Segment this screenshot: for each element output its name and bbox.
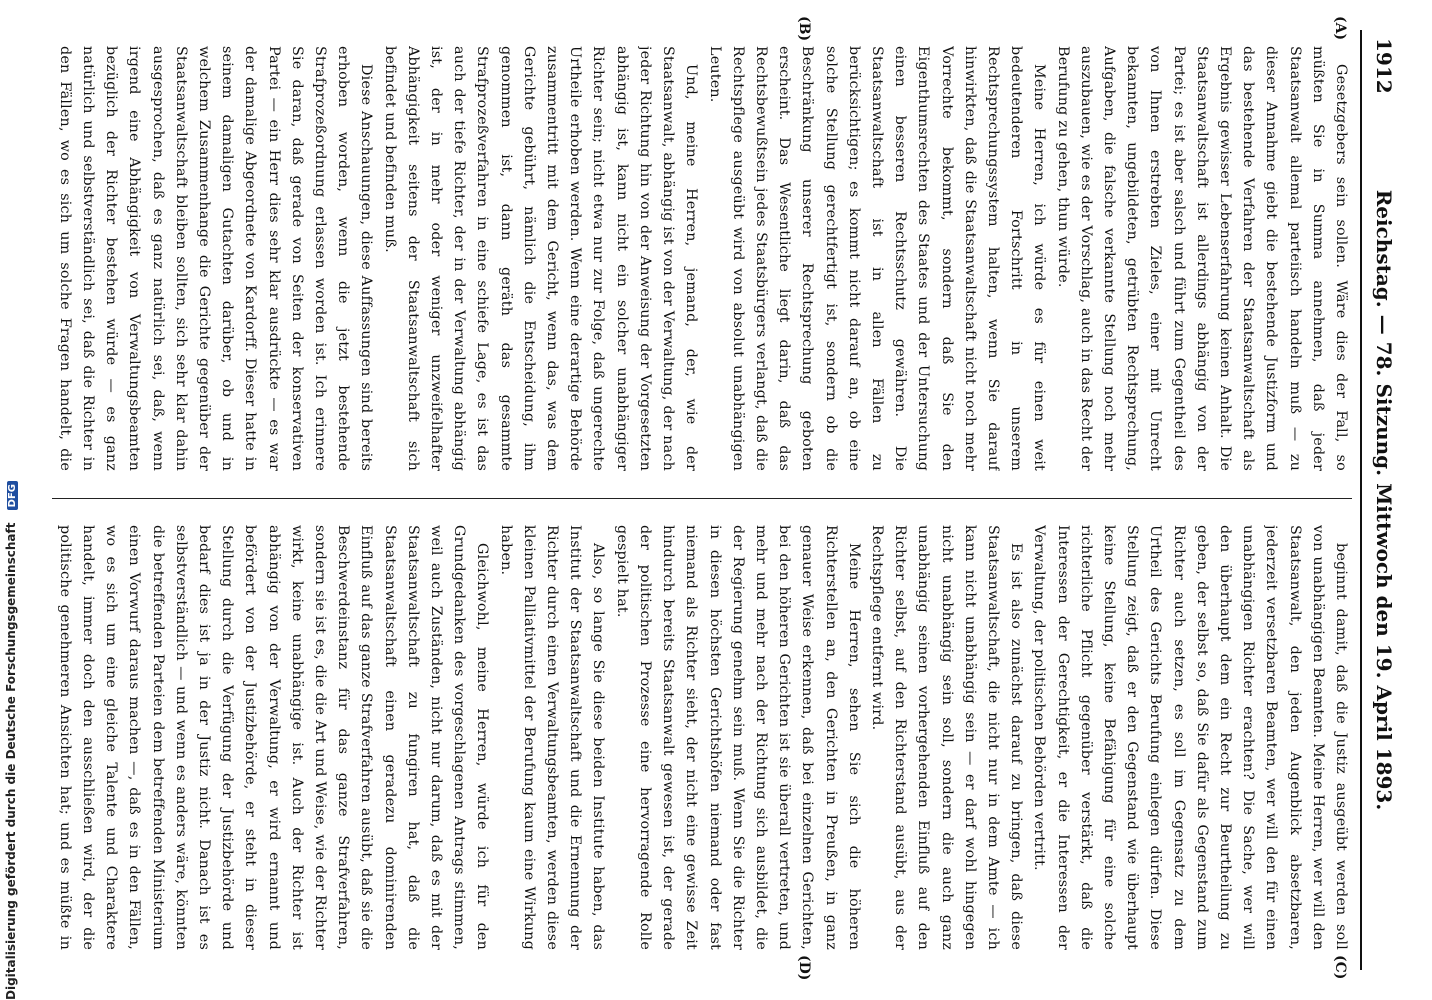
paragraph: Meine Herren, ich würde es für einen weit bedeutenderen Fortschritt in unserem Rechtsprechungssystem halten, wenn Sie darauf hinwirkten, daß die Staatsanwaltschaft nicht noch mehr Vorrechte bekommt, sondern daß Sie den Eigenthumsrechten des Staates und der Untersuchung einen besseren Rechtsschutz gewähren. Die Staatsanwaltschaft ist in allen Fällen zu berücksichtigen; es kommt nicht darauf an, ob eine solche Stellung gerechtfertigt ist, sondern ob die Beschränkung unserer Rechtsprechung geboten erscheint. Das Wesentliche liegt darin, daß das Rechtsbewußtsein jedes Staatsbürgers verlangt, daß die Rechtspflege ausgeübt wird von absolut unabhängigen Leuten. [706, 46, 1048, 471]
paragraph: Diese Anschauungen, diese Auffassungen sind bereits erhoben worden, wenn die jetzt bestehende Strafprozeßordnung erlassen worden ist. Ich erinnere Sie daran, daß gerade von Seiten der konservativen Partei — ein Herr dies sehr klar ausdrückte — es war der damalige Abgeordnete von Kardorff. Dieser hatte in seinem damaligen Gutachten darüber, ob und in welchem Zusammenhange die Gerichte gegenüber der Staatsanwaltschaft bleiben sollten, sich sehr klar dahin ausgesprochen, daß es ganz natürlich sei, daß, wenn irgend eine Abhängigkeit von Verwaltungsbeamten bezüglich der Richter bestehen würde — es ganz natürlich und selbstverständlich sei, daß die Richter in den Fällen, wo es sich um solche Fragen handelt, die [56, 46, 375, 471]
dfg-logo: DFG [7, 481, 18, 510]
page-number: 1912 [1372, 38, 1396, 94]
page-title: Reichstag. — 78. Sitzung. Mittwoch den 19. April 1893. [1372, 189, 1396, 811]
paragraph: Also, so lange Sie diese beiden Institute haben, das Institut der Staatsanwaltschaft und die Ernennung der Richter durch einen Verwaltungsbeamten, werden diese kleinen Palliativmittel der Berufung kaum eine Wirkung haben. [497, 525, 607, 950]
paragraph: Und, meine Herren, jemand, der, wie der Staatsanwalt, abhängig ist von der Verwaltung, der nach jeder Richtung hin von der Anweisung der Vorgesetzten abhängig ist, kann nicht ein solcher unabhängiger Richter sein; nicht etwa nur zur Folge, daß ungerechte Urtheile erhoben werden. Wenn eine derartige Behörde zusammentritt mit dem Gericht, wenn das, was dem Gerichte gebührt, nämlich die Entscheidung, ihm genommen ist, dann geräth das gesammte Strafprozeßverfahren in eine schiefe Lage, es ist das auch der tiefe Richter, der in der Verwaltung abhängig ist, der in mehr oder weniger unzweifelhafter Abhängigkeit seitens der Staatsanwaltschaft sich befindet und befinden muß. [381, 46, 700, 471]
paragraph: beginnt damit, daß die Justiz ausgeübt werden soll von unabhängigen Beamten. Meine Herren, wer will den Staatsanwalt, den jeden Augenblick absetzbaren, jederzeit versetzbaren Beamten, wer will den für einen unabhängigen Richter erachten? Die Sache, wer will den überhaupt dem ein Recht zur Beurtheilung zu geben, der selbst so, daß Sie dafür als Gegenstand zum Richter auch setzen, es soll im Gegensatz zu dem Urtheil des Gerichts Berufung einlegen dürfen. Diese Stellung zeigt, daß er den Gegenstand wie überhaupt keine Stellung, keine Befähigung für eine solche richterliche Pflicht gegenüber verstärkt, daß die Interessen der Gerechtigkeit, er die Interessen der Verwaltung, der politischen Behörden vertritt. [1031, 525, 1349, 950]
page-header [1366, 30, 1396, 970]
footer-text: Digitalisierung gefördert durch die Deutsche Forschungsgemeinschaft [4, 522, 18, 1000]
margin-marker-a: (A) [1332, 16, 1348, 41]
paragraph: Es ist also zunächst darauf zu bringen, daß diese Staatsanwaltschaft, die nicht nur in dem Amte — ich kann nicht unabhängig sein — er darf wohl hingegen nicht unabhängig sein soll, sondern die auch ganz unabhängig seinen vorhergehenden Einfluß auf den Richter selbst, auf den Richterstand ausübt, aus der Rechtspflege entfernt wird. [868, 525, 1025, 950]
margin-marker-d: (D) [796, 955, 812, 981]
margin-marker-c: (C) [1332, 955, 1348, 980]
paragraph: Gleichwohl, meine Herren, würde ich für den Grundgedanken des vorgeschlagenen Antrags stimmen, weil auch Zuständen, nicht nur darum, daß es mit der Staatsanwaltschaft zu fungiren hat, daß die Staatsanwaltschaft einen geradezu dominirenden Einfluß auf das ganze Strafverfahren ausübt, daß sie die Beschwerdeinstanz für das ganze Strafverfahren, sondern sie ist es, die die Art und Weise, wie der Richter wirkt, keine unabhängige ist. Auch der Richter ist abhängig von der Verwaltung, er wird ernannt und befördert von der Justizbehörde, er steht in dieser Stellung durch die Verfügung der Justizbehörde und bedarf dies ist ja in der Justiz nicht. Danach ist es selbstverständlich — und wenn es anders wäre, könnten die betreffenden Parteien dem betreffenden Ministerium einen Vorwurf daraus machen —, daß es in den Fällen, wo es sich um eine gleiche Talente und Charaktere handelt, immer doch den ausschließen wird, der die politische genehmeren Ansichten hat; und es müßte in [56, 525, 491, 950]
header-rule [1360, 30, 1362, 970]
paragraph: Gesetzgebers sein sollen. Wäre dies der Fall, so müßten Sie in Summa annehmen, daß jeder Staatsanwalt allemal parteiisch handeln muß — zu dieser Annahme giebt die bestehende Justizform und das bestehende Verfahren der Staatsanwaltschaft als Ergebnis gewisser Lebenserfahrung keinen Anhalt. Die Staatsanwaltschaft ist allerdings abhängig von der Partei; es ist aber salsch und führt zum Gegentheil des von Ihnen erstrebten Zieles, einer mit Unrecht bekannten, ungebildeten, getrübten Rechtsprechung, Aufgaben, die falsche verkannte Stellung noch mehr auszubauen, wie es der Vorschlag, auch in das Recht der Berufung zu gehen, thun würde. [1054, 46, 1349, 471]
column-divider [52, 498, 1352, 499]
footer-strip [0, 0, 24, 1000]
paragraph: Meine Herren, sehen Sie sich die höheren Richterstellen an, den Gerichten in Preußen, in ganz genauer Weise erkennen, daß bei einzelnen Gerichten, bei den höheren Gerichten ist sie überall vertreten, und mehr und mehr nach der Richtung sich ausbildet, die der Regierung genehm sein muß. Wenn Sie die Richter in diesen höchsten Gerichtshöfen niemand oder fast niemand als Richter sieht, der nicht eine gewisse Zeit hindurch bereits Staatsanwalt gewesen ist, der gerade der politischen Prozesse eine hervorragende Rolle gespielt hat. [613, 525, 862, 950]
margin-marker-b: (B) [796, 16, 812, 42]
left-column [52, 46, 1352, 471]
right-column [52, 525, 1352, 950]
